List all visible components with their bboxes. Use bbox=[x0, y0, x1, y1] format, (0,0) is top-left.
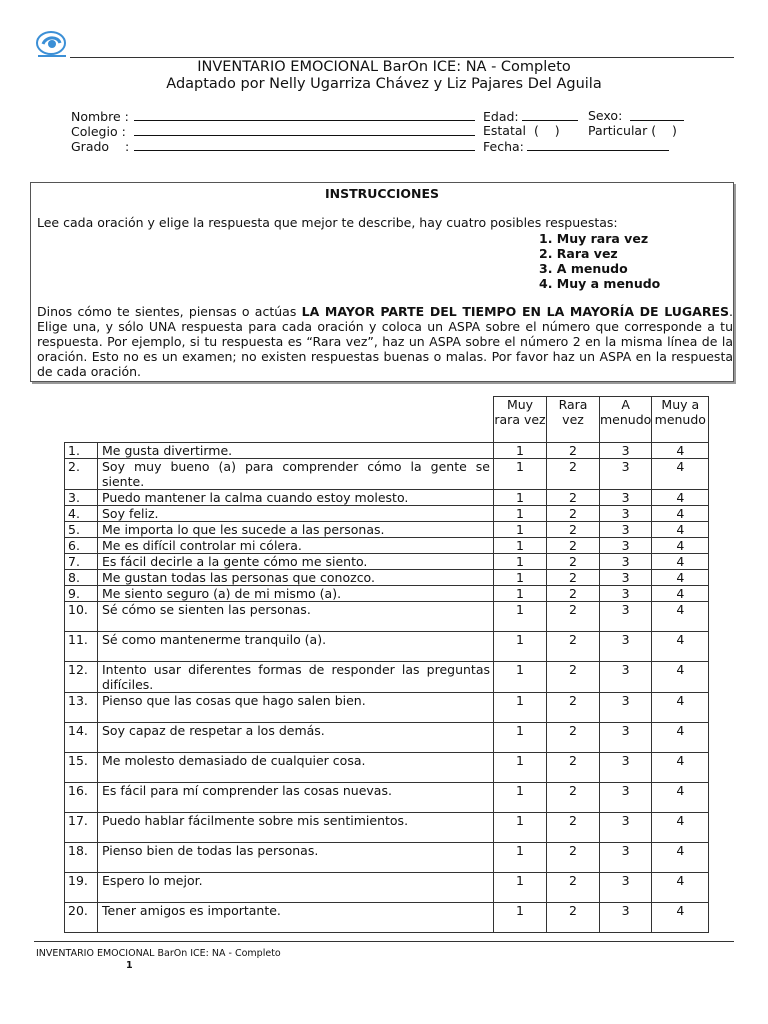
response-option-4[interactable]: 4 bbox=[652, 570, 709, 586]
item-text: Sé cómo se sienten las personas. bbox=[98, 602, 494, 632]
item-text: Soy feliz. bbox=[98, 506, 494, 522]
response-option-4[interactable]: 4 bbox=[652, 693, 709, 723]
instructions-paragraph bbox=[37, 304, 733, 379]
fecha-label: Fecha: bbox=[483, 139, 524, 154]
response-option-3[interactable]: 3 bbox=[600, 873, 652, 903]
response-option-1[interactable]: 1 bbox=[494, 723, 547, 753]
item-number: 20. bbox=[65, 903, 98, 933]
item-text: Pienso bien de todas las personas. bbox=[98, 843, 494, 873]
response-option-2[interactable]: 2 bbox=[547, 632, 600, 662]
item-number: 5. bbox=[65, 522, 98, 538]
response-option-1[interactable]: 1 bbox=[494, 459, 547, 490]
response-option-2[interactable]: 2 bbox=[547, 538, 600, 554]
response-option-2[interactable]: 2 bbox=[547, 602, 600, 632]
page-title: INVENTARIO EMOCIONAL BarOn ICE: NA - Completo bbox=[197, 59, 571, 75]
response-option-3[interactable]: 3 bbox=[600, 783, 652, 813]
response-option-2[interactable]: 2 bbox=[547, 662, 600, 693]
item-text: Me molesto demasiado de cualquier cosa. bbox=[98, 753, 494, 783]
table-row bbox=[65, 554, 709, 570]
para-start: Dinos cómo te sientes, piensas o actúas bbox=[37, 304, 302, 319]
logo-icon bbox=[34, 30, 70, 60]
response-option-1[interactable]: 1 bbox=[494, 570, 547, 586]
item-text: Me gusta divertirme. bbox=[98, 443, 494, 459]
table-row bbox=[65, 662, 709, 693]
response-option-1[interactable]: 1 bbox=[494, 506, 547, 522]
table-row bbox=[65, 522, 709, 538]
nombre-field[interactable] bbox=[134, 108, 475, 121]
response-option-4[interactable]: 4 bbox=[652, 873, 709, 903]
item-number: 7. bbox=[65, 554, 98, 570]
table-row bbox=[65, 753, 709, 783]
response-option-4[interactable]: 4 bbox=[652, 459, 709, 490]
response-option-3[interactable]: 3 bbox=[600, 693, 652, 723]
item-number: 3. bbox=[65, 490, 98, 506]
response-option-2[interactable]: 2 bbox=[547, 873, 600, 903]
response-option-4[interactable]: 4 bbox=[652, 538, 709, 554]
table-row bbox=[65, 538, 709, 554]
item-number: 16. bbox=[65, 783, 98, 813]
table-row bbox=[65, 903, 709, 933]
response-option-3[interactable]: 3 bbox=[600, 586, 652, 602]
col-header-1: Muy rara vez bbox=[494, 397, 547, 443]
col-header-4: Muy a menudo bbox=[652, 397, 709, 443]
table-header-row bbox=[65, 397, 709, 443]
particular-option[interactable]: Particular ( ) bbox=[588, 123, 677, 138]
response-option-3[interactable]: 3 bbox=[600, 813, 652, 843]
response-option-1[interactable]: 1 bbox=[494, 490, 547, 506]
response-option-1[interactable]: 1 bbox=[494, 522, 547, 538]
option-3: 3. A menudo bbox=[539, 261, 628, 276]
response-option-3[interactable]: 3 bbox=[600, 443, 652, 459]
response-option-4[interactable]: 4 bbox=[652, 602, 709, 632]
item-text: Espero lo mejor. bbox=[98, 873, 494, 903]
response-options bbox=[539, 231, 660, 291]
response-option-3[interactable]: 3 bbox=[600, 522, 652, 538]
item-number: 12. bbox=[65, 662, 98, 693]
col-header-2: Rara vez bbox=[547, 397, 600, 443]
colegio-field[interactable] bbox=[134, 123, 475, 136]
response-option-2[interactable]: 2 bbox=[547, 459, 600, 490]
response-option-2[interactable]: 2 bbox=[547, 843, 600, 873]
item-number: 19. bbox=[65, 873, 98, 903]
response-option-2[interactable]: 2 bbox=[547, 783, 600, 813]
footer-text: INVENTARIO EMOCIONAL BarOn ICE: NA - Completo bbox=[36, 948, 281, 959]
item-text: Puedo mantener la calma cuando estoy molesto. bbox=[98, 490, 494, 506]
response-option-3[interactable]: 3 bbox=[600, 602, 652, 632]
item-text: Me importa lo que les sucede a las personas. bbox=[98, 522, 494, 538]
response-option-2[interactable]: 2 bbox=[547, 554, 600, 570]
table-row bbox=[65, 843, 709, 873]
response-option-4[interactable]: 4 bbox=[652, 813, 709, 843]
response-option-4[interactable]: 4 bbox=[652, 443, 709, 459]
response-option-4[interactable]: 4 bbox=[652, 586, 709, 602]
response-option-1[interactable]: 1 bbox=[494, 843, 547, 873]
questionnaire-table bbox=[64, 396, 709, 933]
item-text: Pienso que las cosas que hago salen bien. bbox=[98, 693, 494, 723]
response-option-2[interactable]: 2 bbox=[547, 723, 600, 753]
sexo-field[interactable] bbox=[630, 108, 684, 121]
response-option-1[interactable]: 1 bbox=[494, 662, 547, 693]
form-left bbox=[71, 108, 475, 153]
response-option-1[interactable]: 1 bbox=[494, 813, 547, 843]
response-option-4[interactable]: 4 bbox=[652, 662, 709, 693]
response-option-2[interactable]: 2 bbox=[547, 813, 600, 843]
response-option-3[interactable]: 3 bbox=[600, 903, 652, 933]
response-option-2[interactable]: 2 bbox=[547, 903, 600, 933]
response-option-1[interactable]: 1 bbox=[494, 538, 547, 554]
response-option-4[interactable]: 4 bbox=[652, 490, 709, 506]
item-number: 14. bbox=[65, 723, 98, 753]
item-number: 15. bbox=[65, 753, 98, 783]
response-option-4[interactable]: 4 bbox=[652, 522, 709, 538]
form-right bbox=[483, 108, 677, 154]
item-text: Puedo hablar fácilmente sobre mis sentimientos. bbox=[98, 813, 494, 843]
response-option-3[interactable]: 3 bbox=[600, 554, 652, 570]
table-row bbox=[65, 586, 709, 602]
item-text: Soy muy bueno (a) para comprender cómo la gente se siente. bbox=[98, 459, 494, 490]
option-4: 4. Muy a menudo bbox=[539, 276, 661, 291]
page-number: 1 bbox=[126, 960, 133, 971]
item-number: 2. bbox=[65, 459, 98, 490]
response-option-3[interactable]: 3 bbox=[600, 570, 652, 586]
response-option-1[interactable]: 1 bbox=[494, 632, 547, 662]
table-row bbox=[65, 632, 709, 662]
item-number: 18. bbox=[65, 843, 98, 873]
colegio-label: Colegio : bbox=[71, 124, 126, 139]
item-text: Me siento seguro (a) de mi mismo (a). bbox=[98, 586, 494, 602]
item-text: Sé como mantenerme tranquilo (a). bbox=[98, 632, 494, 662]
item-text: Intento usar diferentes formas de responder las preguntas difíciles. bbox=[98, 662, 494, 693]
response-option-2[interactable]: 2 bbox=[547, 570, 600, 586]
response-option-2[interactable]: 2 bbox=[547, 443, 600, 459]
option-1: 1. Muy rara vez bbox=[539, 231, 649, 246]
response-option-3[interactable]: 3 bbox=[600, 753, 652, 783]
response-option-1[interactable]: 1 bbox=[494, 554, 547, 570]
para-bold: LA MAYOR PARTE DEL TIEMPO EN LA MAYORÍA DE LUGARES bbox=[301, 304, 730, 319]
footer-rule bbox=[34, 941, 734, 942]
response-option-3[interactable]: 3 bbox=[600, 459, 652, 490]
instructions-lead: Lee cada oración y elige la respuesta que mejor te describe, hay cuatro posibles respuestas: bbox=[37, 215, 618, 230]
item-number: 6. bbox=[65, 538, 98, 554]
grado-label: Grado : bbox=[71, 139, 130, 154]
item-number: 4. bbox=[65, 506, 98, 522]
response-option-3[interactable]: 3 bbox=[600, 506, 652, 522]
response-option-1[interactable]: 1 bbox=[494, 443, 547, 459]
response-option-3[interactable]: 3 bbox=[600, 723, 652, 753]
page-subtitle: Adaptado por Nelly Ugarriza Chávez y Liz Pajares Del Aguila bbox=[166, 76, 602, 92]
response-option-1[interactable]: 1 bbox=[494, 602, 547, 632]
table-row bbox=[65, 490, 709, 506]
item-text: Tener amigos es importante. bbox=[98, 903, 494, 933]
table-row bbox=[65, 506, 709, 522]
table-row bbox=[65, 873, 709, 903]
response-option-1[interactable]: 1 bbox=[494, 783, 547, 813]
fecha-field[interactable] bbox=[527, 138, 669, 151]
response-option-3[interactable]: 3 bbox=[600, 632, 652, 662]
table-row bbox=[65, 693, 709, 723]
grado-field[interactable] bbox=[134, 138, 475, 151]
item-number: 10. bbox=[65, 602, 98, 632]
item-number: 13. bbox=[65, 693, 98, 723]
item-text: Es fácil para mí comprender las cosas nuevas. bbox=[98, 783, 494, 813]
table-row bbox=[65, 813, 709, 843]
table-row bbox=[65, 783, 709, 813]
col-header-3: A menudo bbox=[600, 397, 652, 443]
response-option-3[interactable]: 3 bbox=[600, 538, 652, 554]
response-option-1[interactable]: 1 bbox=[494, 753, 547, 783]
response-option-1[interactable]: 1 bbox=[494, 586, 547, 602]
response-option-1[interactable]: 1 bbox=[494, 693, 547, 723]
response-option-2[interactable]: 2 bbox=[547, 693, 600, 723]
response-option-1[interactable]: 1 bbox=[494, 903, 547, 933]
response-option-4[interactable]: 4 bbox=[652, 753, 709, 783]
table-row bbox=[65, 459, 709, 490]
response-option-4[interactable]: 4 bbox=[652, 554, 709, 570]
instructions-box bbox=[30, 182, 734, 382]
nombre-label: Nombre : bbox=[71, 109, 129, 124]
response-option-2[interactable]: 2 bbox=[547, 490, 600, 506]
item-number: 17. bbox=[65, 813, 98, 843]
response-option-2[interactable]: 2 bbox=[547, 753, 600, 783]
option-2: 2. Rara vez bbox=[539, 246, 618, 261]
item-number: 9. bbox=[65, 586, 98, 602]
response-option-4[interactable]: 4 bbox=[652, 632, 709, 662]
item-text: Me gustan todas las personas que conozco. bbox=[98, 570, 494, 586]
edad-field[interactable] bbox=[522, 108, 578, 121]
response-option-2[interactable]: 2 bbox=[547, 586, 600, 602]
response-option-3[interactable]: 3 bbox=[600, 490, 652, 506]
response-option-4[interactable]: 4 bbox=[652, 783, 709, 813]
response-option-4[interactable]: 4 bbox=[652, 723, 709, 753]
estatal-option[interactable]: Estatal ( ) bbox=[483, 123, 560, 138]
edad-label: Edad: bbox=[483, 109, 519, 124]
table-row bbox=[65, 570, 709, 586]
table-row bbox=[65, 723, 709, 753]
item-number: 8. bbox=[65, 570, 98, 586]
response-option-3[interactable]: 3 bbox=[600, 662, 652, 693]
item-text: Es fácil decirle a la gente cómo me siento. bbox=[98, 554, 494, 570]
response-option-4[interactable]: 4 bbox=[652, 506, 709, 522]
instructions-heading: INSTRUCCIONES bbox=[324, 186, 440, 201]
item-number: 11. bbox=[65, 632, 98, 662]
response-option-4[interactable]: 4 bbox=[652, 903, 709, 933]
item-text: Me es difícil controlar mi cólera. bbox=[98, 538, 494, 554]
sexo-label: Sexo: bbox=[588, 108, 623, 123]
item-number: 1. bbox=[65, 443, 98, 459]
response-option-4[interactable]: 4 bbox=[652, 843, 709, 873]
item-text: Soy capaz de respetar a los demás. bbox=[98, 723, 494, 753]
response-option-2[interactable]: 2 bbox=[547, 522, 600, 538]
para-end: . Elige una, y sólo UNA respuesta para cada oración y coloca un ASPA sobre el número que corresponde a tu respuesta. Por ejemplo, si tu respuesta es “Rara vez”, haz un ASPA sobre el número 2 en la misma línea de la oración. Esto no es un examen; no existen respuestas buenas o malas. Por favor haz un ASPA en la respuesta de cada oración. bbox=[37, 304, 733, 379]
table-row bbox=[65, 602, 709, 632]
response-option-2[interactable]: 2 bbox=[547, 506, 600, 522]
table-row bbox=[65, 443, 709, 459]
response-option-3[interactable]: 3 bbox=[600, 843, 652, 873]
response-option-1[interactable]: 1 bbox=[494, 873, 547, 903]
